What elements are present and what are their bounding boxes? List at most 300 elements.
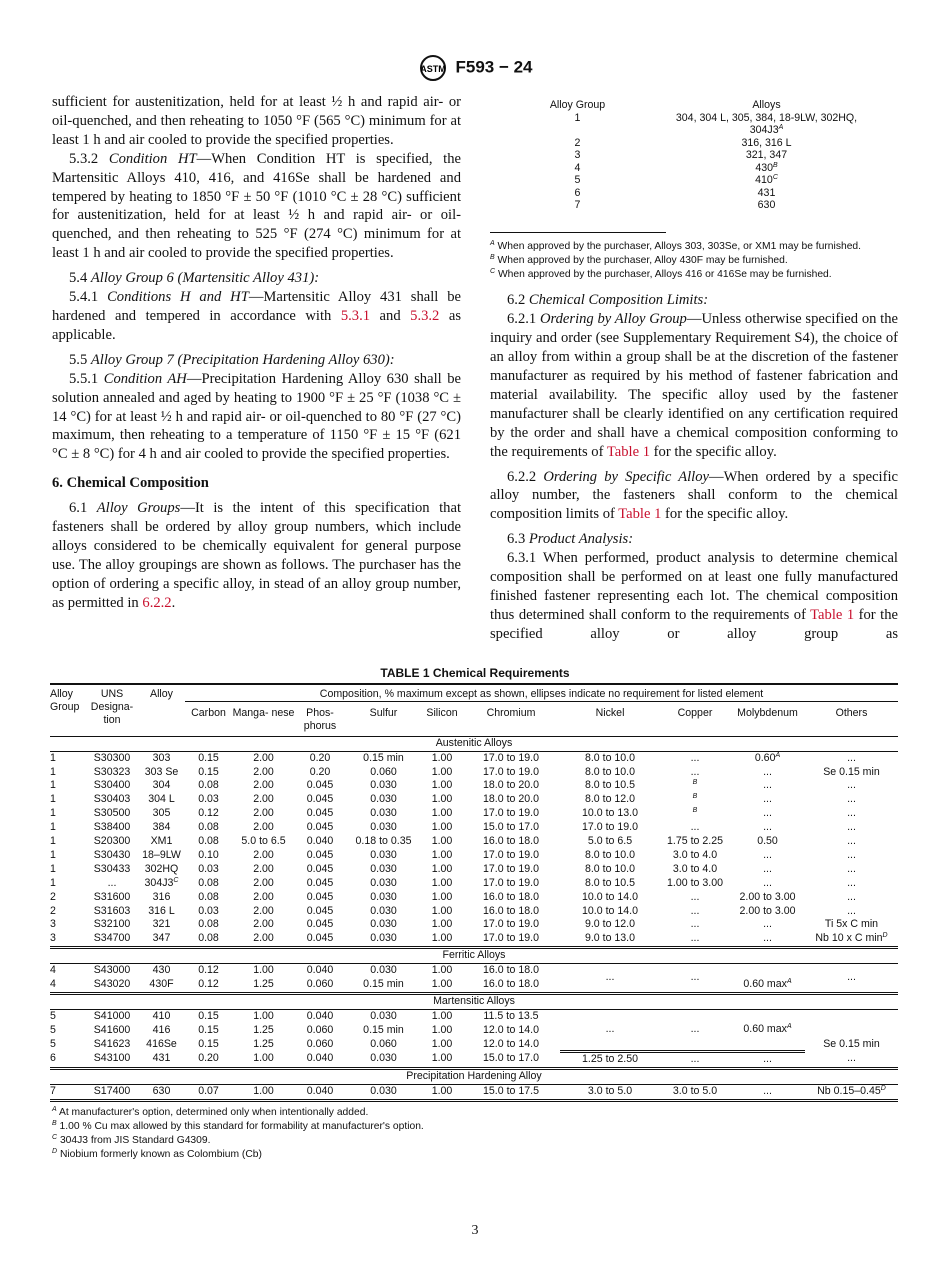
table-cell: 0.030: [370, 964, 397, 977]
table-cell: S43100: [86, 1052, 138, 1069]
table-cell: ...: [847, 890, 856, 903]
table-cell: S43020: [86, 978, 138, 993]
table-cell: 0.045: [306, 779, 334, 792]
table-cell: 2.00: [253, 848, 274, 861]
footnote: [52, 1148, 950, 1162]
table-cell: 16.0 to 18.0: [462, 978, 560, 993]
paragraph-text: 5.3.2: [69, 150, 109, 167]
table-cell: 0.20: [309, 765, 331, 778]
footnote-marker: B: [773, 161, 778, 169]
cell-value: 0.60 max: [743, 978, 787, 991]
table-cell: 1.00: [422, 932, 462, 947]
table-row: [50, 835, 898, 849]
table-cell: ...: [730, 1052, 805, 1069]
table-cell: 0.030: [370, 821, 397, 834]
table-cell: ...: [763, 807, 772, 820]
table-cell: 0.08: [198, 779, 219, 792]
table-cell: 1.00: [431, 1009, 453, 1022]
table-cell: 1.25: [253, 1037, 274, 1050]
table-cell: 0.045: [306, 793, 334, 806]
footnote-text: 1.00 % Cu max allowed by this standard for formability at manufacturer's option.: [59, 1121, 424, 1133]
footnote: [52, 1134, 950, 1148]
group-number: 3: [574, 149, 581, 161]
section-label-row: [50, 736, 898, 751]
table-cell: S30403: [93, 793, 131, 806]
table-cell: ...: [847, 876, 856, 889]
alloys-text: 304J3: [749, 124, 779, 136]
table-cell: 8.0 to 10.5: [584, 876, 636, 889]
group-number: 4: [574, 161, 581, 174]
table-cell: 8.0 to 12.0: [584, 793, 636, 806]
table-cell: 0.08: [185, 932, 232, 947]
table-cell: 1.25: [253, 1023, 274, 1036]
paragraph-text: —Unless otherwise specified on the inquiry and order (see Supplementary Requirement S4), the choice of an alloy from within a group shall be at the discretion of the fastener manufacturer as required by his method of fastener fabrication and material availability. The specific alloy used by the fastener manufacturer shall be clearly identified on any certification required by the order and shall have a chemical composition conforming to the requirements of: [490, 311, 898, 460]
table-cell: 303: [152, 751, 171, 764]
table-cell: 1.00: [232, 1052, 295, 1069]
table-cell: 416: [152, 1023, 171, 1036]
footnote-marker: C: [52, 1134, 58, 1142]
table-cell: 0.045: [306, 848, 334, 861]
table-cell: 9.0 to 13.0: [560, 932, 660, 947]
section-title: Product Analysis:: [528, 531, 634, 548]
table-row: [50, 821, 898, 835]
table-cell: 0.03: [198, 862, 219, 875]
table-cell: [805, 932, 898, 947]
col-5: Chromium: [462, 701, 560, 736]
table-cell: 0.030: [370, 848, 397, 861]
table-cell: 0.20: [309, 751, 331, 764]
footnote-text: When approved by the purchaser, Alloy 430F may be furnished.: [497, 254, 788, 266]
table-cell: 17.0 to 19.0: [582, 821, 638, 834]
footnote-text: When approved by the purchaser, Alloys 416 or 416Se may be furnished.: [497, 269, 832, 281]
table-cell: Se 0.15 min: [823, 765, 880, 778]
group-alloys: [635, 137, 898, 150]
paragraph-text: 5.4.1: [69, 289, 108, 306]
table-cell: ...: [763, 848, 772, 861]
table-cell: 17.0 to 19.0: [483, 876, 539, 889]
table-cell: 3: [50, 918, 56, 931]
table-cell: S41000: [93, 1009, 131, 1022]
table-cell: 11.5 to 13.5: [483, 1009, 539, 1022]
table-cell: 1.00: [431, 862, 453, 875]
paragraph-text: 6.2: [507, 292, 529, 309]
table-cell: 1.75 to 2.25: [667, 835, 723, 848]
table-cell: [138, 877, 185, 891]
table-cell: 0.15: [198, 1037, 219, 1050]
footnote-marker: C: [490, 268, 496, 276]
footnote: [490, 268, 900, 282]
table-row: [50, 891, 898, 905]
table-cell: 17.0 to 19.0: [483, 751, 539, 764]
footnote-marker: B: [490, 253, 495, 261]
table-cell: 0.030: [370, 862, 397, 875]
group-alloys: [635, 174, 898, 187]
table-cell: 1: [50, 765, 56, 778]
footnote-text: Niobium formerly known as Colombium (Cb): [59, 1149, 262, 1161]
table-cell: 2.00 to 3.00: [739, 890, 796, 903]
table-cell: 8.0 to 10.0: [584, 751, 636, 764]
table-cell: 4: [50, 978, 86, 993]
table-cell: S30433: [93, 862, 131, 875]
footnote-marker: B: [692, 793, 698, 801]
alloy-group-footnotes: [490, 232, 900, 283]
table-title: TABLE 1 Chemical Requirements: [380, 665, 570, 680]
alloys-text: 430: [755, 161, 773, 174]
footnote-marker: B: [692, 807, 698, 815]
table-cell: ...: [847, 904, 856, 917]
table-cell: 2: [50, 890, 56, 903]
table-cell: ...: [107, 876, 117, 889]
footnote-text: When approved by the purchaser, Alloys 303, 303Se, or XM1 may be furnished.: [497, 240, 862, 252]
table-cell: S30430: [93, 848, 131, 861]
table-cell: 0.045: [306, 807, 334, 820]
paragraph-text: —Precipitation Hardening Alloy 630 shall be solution annealed and aged by heating to 1900 °F ± 25 °F (1038 °C ± 14 °C) for at least ½ h and rapid air- or oil-quenched to 80 °F (27 °C) maximum, then reheating to a temperature of 1150 °F ± 15 °F (621 °C ± 8 °C) for 4 h and air cooled to provide the specified properties.: [52, 370, 461, 463]
table-cell: ...: [690, 765, 700, 778]
table-cell: S30500: [93, 807, 131, 820]
table-cell: 0.030: [345, 1084, 422, 1100]
table-cell: 0.030: [370, 890, 397, 903]
paragraph-text: for the specified alloy or alloy group as: [490, 606, 898, 642]
astm-logo-icon: [417, 55, 449, 81]
table-cell: 15.0 to 17.5: [462, 1084, 560, 1100]
table-cell: 1.00: [253, 964, 274, 977]
col-uns: UNS Designa- tion: [86, 684, 138, 737]
table-cell: 16.0 to 18.0: [483, 835, 539, 848]
table-cell: 0.07: [185, 1084, 232, 1100]
paragraph: [52, 93, 461, 150]
section-label: Precipitation Hardening Alloy: [50, 1069, 898, 1085]
col-3: Sulfur: [345, 701, 422, 736]
table-cell: ...: [847, 779, 856, 792]
paragraph-text: 6.1: [69, 500, 97, 517]
table-cell: S30323: [93, 765, 131, 778]
paragraph: [52, 269, 461, 288]
table-row: [50, 1052, 898, 1069]
paragraph-text: 6.2.2: [507, 468, 544, 485]
table-cell: 16.0 to 18.0: [483, 890, 539, 903]
paragraph: [490, 291, 898, 310]
table-cell: 0.50: [757, 835, 778, 848]
cell-value: ...: [847, 971, 856, 984]
chemical-requirements-table: [50, 683, 898, 1102]
table-cell: 0.045: [306, 904, 334, 917]
table-cell: 2.00: [232, 932, 295, 947]
alloys-text: 321, 347: [745, 149, 788, 161]
table-cell: 0.030: [345, 1052, 422, 1069]
cross-reference-link[interactable]: 5.3.1: [340, 307, 371, 324]
table-cell: 316 L: [148, 904, 175, 917]
alloys-text: 431: [757, 186, 776, 199]
paragraph-text: as applicable.: [52, 307, 461, 343]
footnote: [52, 1106, 950, 1120]
section-title: Ordering by Alloy Group: [539, 311, 687, 328]
footnote-marker: C: [772, 174, 778, 181]
table-cell: 2.00: [253, 890, 274, 903]
table-cell: S31600: [93, 890, 131, 903]
table-cell: ...: [847, 862, 856, 875]
table-cell: 0.040: [295, 1084, 345, 1100]
table-cell: ...: [763, 793, 772, 806]
group-number: 1: [574, 111, 581, 124]
table-cell: 0.15 min: [363, 751, 404, 764]
footnote-marker: B: [52, 1120, 57, 1128]
page-number: 3: [471, 1222, 479, 1238]
table-cell: 0.060: [306, 1023, 334, 1036]
table-cell: 18–9LW: [142, 848, 181, 861]
table-cell: 1.00: [232, 1084, 295, 1100]
table-cell: S30300: [93, 751, 131, 764]
alloys-text: 316, 316 L: [741, 136, 792, 149]
table-cell: 16.0 to 18.0: [483, 904, 539, 917]
alloy-group-row: [520, 137, 898, 150]
paragraph-text: for the specific alloy.: [661, 506, 789, 523]
table-cell: 347: [138, 932, 185, 947]
table-cell: 1: [50, 848, 56, 861]
standard-designation: F593 − 24: [455, 57, 533, 77]
table-cell: 10.0 to 13.0: [582, 807, 638, 820]
table-cell: [660, 779, 730, 793]
table-cell: S34700: [86, 932, 138, 947]
group-number: 6: [574, 186, 581, 199]
group-number: 5: [574, 174, 581, 186]
col-composition: Composition, % maximum except as shown, ellipses indicate no requirement for listed element: [185, 684, 898, 702]
table-cell: 1.00: [431, 765, 453, 778]
table-cell: ...: [805, 1052, 898, 1069]
section-label: Martensitic Alloys: [50, 994, 898, 1010]
paragraph: [490, 468, 898, 525]
col-2: Phos- phorus: [295, 701, 345, 736]
table-cell: [560, 964, 660, 994]
table-cell: 12.0 to 14.0: [483, 1037, 539, 1050]
table-cell: S30400: [93, 779, 131, 792]
table-cell: [660, 1009, 730, 1051]
table-cell: 1.00: [422, 1052, 462, 1069]
paragraph-text: and: [370, 307, 411, 324]
table-footnotes: [52, 1106, 950, 1163]
table-cell: 1.00: [431, 779, 453, 792]
table-cell: ...: [660, 1052, 730, 1069]
section-title: Condition HT: [108, 150, 197, 167]
group-alloys: [635, 149, 898, 162]
group-number: [520, 124, 635, 137]
table-cell: 5: [50, 1023, 56, 1036]
cross-reference-link[interactable]: Table 1: [810, 606, 855, 623]
table-cell: 0.045: [306, 862, 334, 875]
section-label-row: [50, 948, 898, 964]
table-cell: 17.0 to 19.0: [483, 807, 539, 820]
table-row: [50, 793, 898, 807]
table-cell: [660, 964, 730, 994]
table-cell: 1.00 to 3.00: [667, 876, 723, 889]
paragraph-text: 5.5: [69, 351, 91, 368]
table-cell: 6: [50, 1052, 86, 1069]
cross-reference-link[interactable]: Table 1: [618, 506, 662, 523]
paragraph: [52, 499, 461, 612]
table-row: [50, 863, 898, 877]
table-cell: 5.0 to 6.5: [587, 835, 633, 848]
table-cell: 2.00: [253, 904, 274, 917]
table-cell: 2.00: [253, 807, 274, 820]
table-cell: [730, 1009, 805, 1051]
table-row: [50, 807, 898, 821]
table-cell: ...: [763, 862, 772, 875]
table-cell: 1.00: [431, 904, 453, 917]
table-cell: XM1: [150, 835, 173, 848]
table-cell: S43000: [93, 964, 131, 977]
table-cell: 5: [50, 1009, 56, 1022]
table-cell: [805, 1009, 898, 1023]
alloy-group-header: Alloy Group: [549, 99, 606, 111]
section-title: Alloy Group 6 (Martensitic Alloy 431):: [90, 270, 320, 287]
table-cell: 3.0 to 5.0: [560, 1084, 660, 1100]
table-cell: 0.08: [198, 918, 219, 931]
table-cell: 0.030: [370, 793, 397, 806]
col-6: Nickel: [560, 701, 660, 736]
cross-reference-link[interactable]: 6.2.2: [142, 594, 172, 611]
table-cell: ...: [730, 932, 805, 947]
table-cell: 8.0 to 10.5: [584, 779, 636, 792]
cell-value: 304J3: [144, 876, 174, 889]
table-row: [50, 766, 898, 780]
table-cell: S20300: [93, 835, 131, 848]
table-cell: [805, 1084, 898, 1100]
table-row: [50, 918, 898, 932]
table-cell: 2.00: [253, 751, 274, 764]
table-cell: 18.0 to 20.0: [483, 779, 539, 792]
table-cell: 0.045: [306, 821, 334, 834]
col-alloy-group: Alloy Group: [50, 684, 86, 737]
section-title: Alloy Groups: [96, 500, 181, 517]
table-cell: 1.00: [431, 751, 453, 764]
table-cell: 0.08: [198, 821, 219, 834]
table-cell: 1: [50, 751, 56, 764]
footnote: [490, 240, 900, 254]
alloy-group-row: [520, 149, 898, 162]
table-cell: 5: [50, 1037, 56, 1050]
table-cell: 0.03: [198, 793, 219, 806]
alloy-group-row: [520, 174, 898, 187]
table-row: [50, 905, 898, 919]
footnote-rule: [490, 232, 666, 233]
table-cell: ...: [847, 793, 856, 806]
footnote-marker: D: [52, 1148, 58, 1156]
table-cell: ...: [847, 848, 856, 861]
table-cell: 1: [50, 862, 56, 875]
footnote-marker: A: [786, 1023, 792, 1031]
table-cell: 3.0 to 4.0: [672, 848, 718, 861]
table-cell: 2.00: [253, 821, 274, 834]
table-cell: ...: [730, 1084, 805, 1100]
paragraph-text: 6.3: [507, 531, 529, 548]
table-cell: 0.060: [370, 765, 397, 778]
two-column-body: [0, 93, 898, 644]
table-cell: 2.00 to 3.00: [739, 904, 796, 917]
table-cell: 0.030: [370, 807, 397, 820]
paragraph: [490, 530, 898, 549]
table-cell: 10.0 to 14.0: [582, 890, 638, 903]
paragraph-text: 5.5.1: [69, 370, 104, 387]
table-cell: 316: [152, 890, 171, 903]
table-cell: 1.00: [431, 876, 453, 889]
cell-value: ...: [690, 971, 700, 984]
table-cell: 0.15 min: [363, 1023, 404, 1036]
table-cell: 0.15 min: [345, 978, 422, 993]
section-label-row: [50, 1069, 898, 1085]
table-cell: 12.0 to 14.0: [483, 1023, 539, 1036]
paragraph: [52, 370, 461, 465]
table-cell: 0.12: [185, 978, 232, 993]
table-cell: ...: [763, 779, 772, 792]
table-cell: 1.00: [431, 848, 453, 861]
table-cell: 416Se: [146, 1037, 177, 1050]
table-cell: 1.00: [431, 890, 453, 903]
paragraph-text: 5.4: [69, 270, 91, 287]
footnote-marker: A: [52, 1105, 57, 1113]
table-cell: ...: [690, 918, 700, 931]
group-alloys: [635, 162, 898, 175]
table-cell: 15.0 to 17.0: [462, 1052, 560, 1069]
footnote-marker: A: [778, 124, 784, 131]
table-cell: 303 Se: [144, 765, 179, 778]
table-cell: 8.0 to 10.0: [584, 765, 636, 778]
table-cell: 1.00: [422, 1084, 462, 1100]
paragraph-text: sufficient for austenitization, held for at least ½ h and rapid air- or oil-quenched, and then reheating to 1050 °F (565 °C) minimum for at least 1 h and air cooled to provide the specified properties.: [52, 94, 461, 148]
table-cell: 8.0 to 10.0: [584, 862, 636, 875]
table-cell: 1: [50, 821, 56, 834]
table-cell: [560, 1009, 660, 1051]
table-cell: 17.0 to 19.0: [483, 765, 539, 778]
table-cell: 17.0 to 19.0: [483, 918, 539, 931]
table-cell: ...: [847, 821, 856, 834]
table-cell: [730, 751, 805, 765]
table-cell: ...: [763, 876, 772, 889]
table-cell: ...: [690, 890, 700, 903]
alloy-group-row: [520, 187, 898, 200]
table-cell: 1.00: [431, 918, 453, 931]
section-title: Alloy Group 7 (Precipitation Hardening Alloy 630):: [90, 351, 395, 368]
cell-value: 0.60 max: [743, 1023, 787, 1036]
table-cell: 1: [50, 779, 56, 792]
table-cell: 2.00: [253, 779, 274, 792]
section-heading: [52, 474, 461, 493]
table-row: [50, 1009, 898, 1023]
cross-reference-link[interactable]: Table 1: [606, 443, 651, 460]
section-label: Ferritic Alloys: [50, 948, 898, 964]
table-cell: 0.045: [306, 890, 334, 903]
table-cell: 0.060: [370, 1037, 397, 1050]
paragraph-text: —When ordered by a specific alloy number, the fasteners shall conform to the chemical composition limits of: [490, 468, 898, 523]
table-cell: 17.0 to 19.0: [462, 932, 560, 947]
table-cell: 3.0 to 5.0: [660, 1084, 730, 1100]
table-cell: 1.00: [431, 835, 453, 848]
alloys-text: 410: [755, 174, 773, 186]
table-cell: 0.15: [198, 751, 219, 764]
group-number: 7: [574, 199, 581, 211]
paragraph-text: .: [171, 594, 176, 611]
table-cell: 0.15: [198, 765, 219, 778]
table-cell: 1.00: [431, 964, 453, 977]
table-cell: ...: [690, 904, 700, 917]
section-title: Ordering by Specific Alloy: [543, 468, 710, 485]
cross-reference-link[interactable]: 5.3.2: [410, 307, 440, 324]
paragraph: [490, 549, 898, 644]
table-cell: 304: [152, 779, 171, 792]
alloy-group-row: [520, 112, 898, 125]
table-cell: 0.08: [198, 876, 219, 889]
alloys-header: Alloys: [752, 99, 781, 111]
table-cell: 1.00: [431, 821, 453, 834]
table-cell: ...: [690, 751, 700, 764]
